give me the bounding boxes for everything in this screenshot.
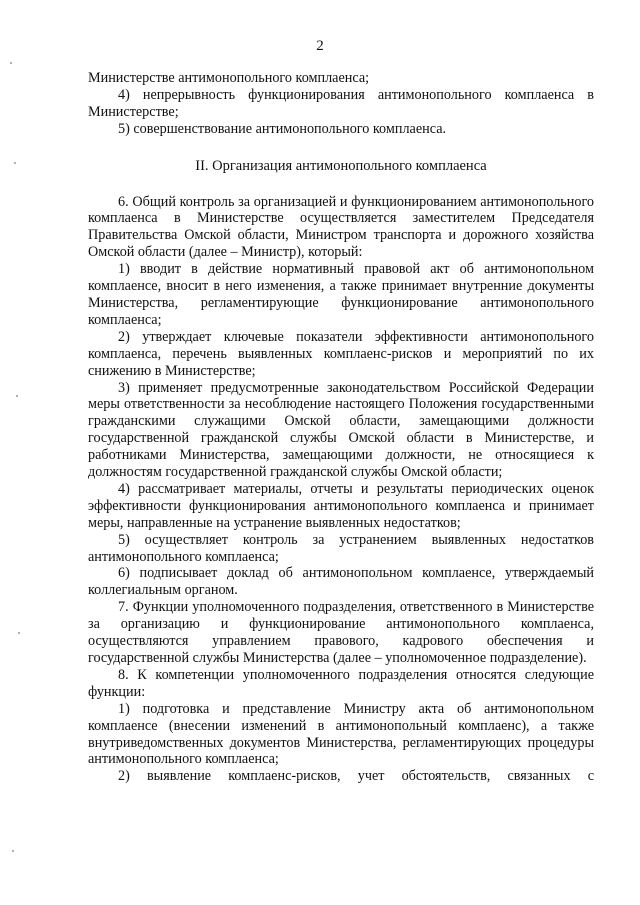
paragraph-8-item-2: 2) выявление комплаенс-рисков, учет обстоятельств, связанных с [118,768,594,785]
list-item-4: 4) непрерывность функционирования антимонопольного комплаенса в Министерстве; [88,86,594,120]
list-item-5: 5) совершенствование антимонопольного комплаенса. [118,120,447,137]
scan-speck [18,632,20,634]
document-body [88,70,594,785]
paragraph-6: 6. Общий контроль за организацией и функционированием антимонопольного комплаенса в Министерстве осуществляется заместителем Председателя Правительства Омской области, Министром транспорта и дорожного хозяйства Омской области (далее – Министр), который: [88,193,594,261]
paragraph-8: 8. К компетенции уполномоченного подразделения относятся следующие функции: [88,666,594,700]
paragraph-6-item-1: 1) вводит в действие нормативный правовой акт об антимонопольном комплаенсе, вносит в него изменения, а также принимает внутренние документы Министерства, регламентирующие функционирование антимонопольного комплаенса; [88,261,594,328]
paragraph-7: 7. Функции уполномоченного подразделения, ответственного в Министерстве за организацию и функционирование антимонопольного комплаенса, осуществляются управлением правового, кадрового обеспечения и государственной службы Министерства (далее – уполномоченное подразделение). [88,599,594,666]
paragraph-6-item-5: 5) осуществляет контроль за устранением выявленных недостатков антимонопольного комплаенса; [88,531,594,565]
paragraph-6-item-4: 4) рассматривает материалы, отчеты и результаты периодических оценок эффективности функционирования антимонопольного комплаенса и принимает меры, направленные на устранение выявленных недостатков; [88,480,594,531]
paragraph-6-item-3: 3) применяет предусмотренные законодательством Российской Федерации меры ответственности за несоблюдение настоящего Положения государственными гражданскими служащими Омской области, замещающими должности государственной гражданской службы Омской области в Министерстве, и работниками Министерства, замещающими должности, не относящиеся к должностям государственной гражданской службы Омской области; [88,379,594,481]
scan-speck [12,850,14,852]
section-heading: II. Организация антимонопольного комплаенса [195,157,487,174]
paragraph-6-item-6: 6) подписывает доклад об антимонопольном комплаенсе, утверждаемый коллегиальным органом. [88,565,594,599]
page-number: 2 [316,38,324,54]
paragraph-8-item-1: 1) подготовка и представление Министру акта об антимонопольном комплаенсе (внесении изменений в антимонопольный комплаенс), а также внутриведомственных документов Министерства, регламентирующих процедуры антимонопольного комплаенса; [88,700,594,768]
scan-speck [16,395,18,397]
paragraph-6-item-2: 2) утверждает ключевые показатели эффективности антимонопольного комплаенса, перечень выявленных комплаенс-рисков и мероприятий по их снижению в Министерстве; [88,328,594,379]
paragraph-continuation: Министерстве антимонопольного комплаенса; [88,70,370,86]
scan-speck [10,62,12,64]
scan-speck [14,162,16,164]
